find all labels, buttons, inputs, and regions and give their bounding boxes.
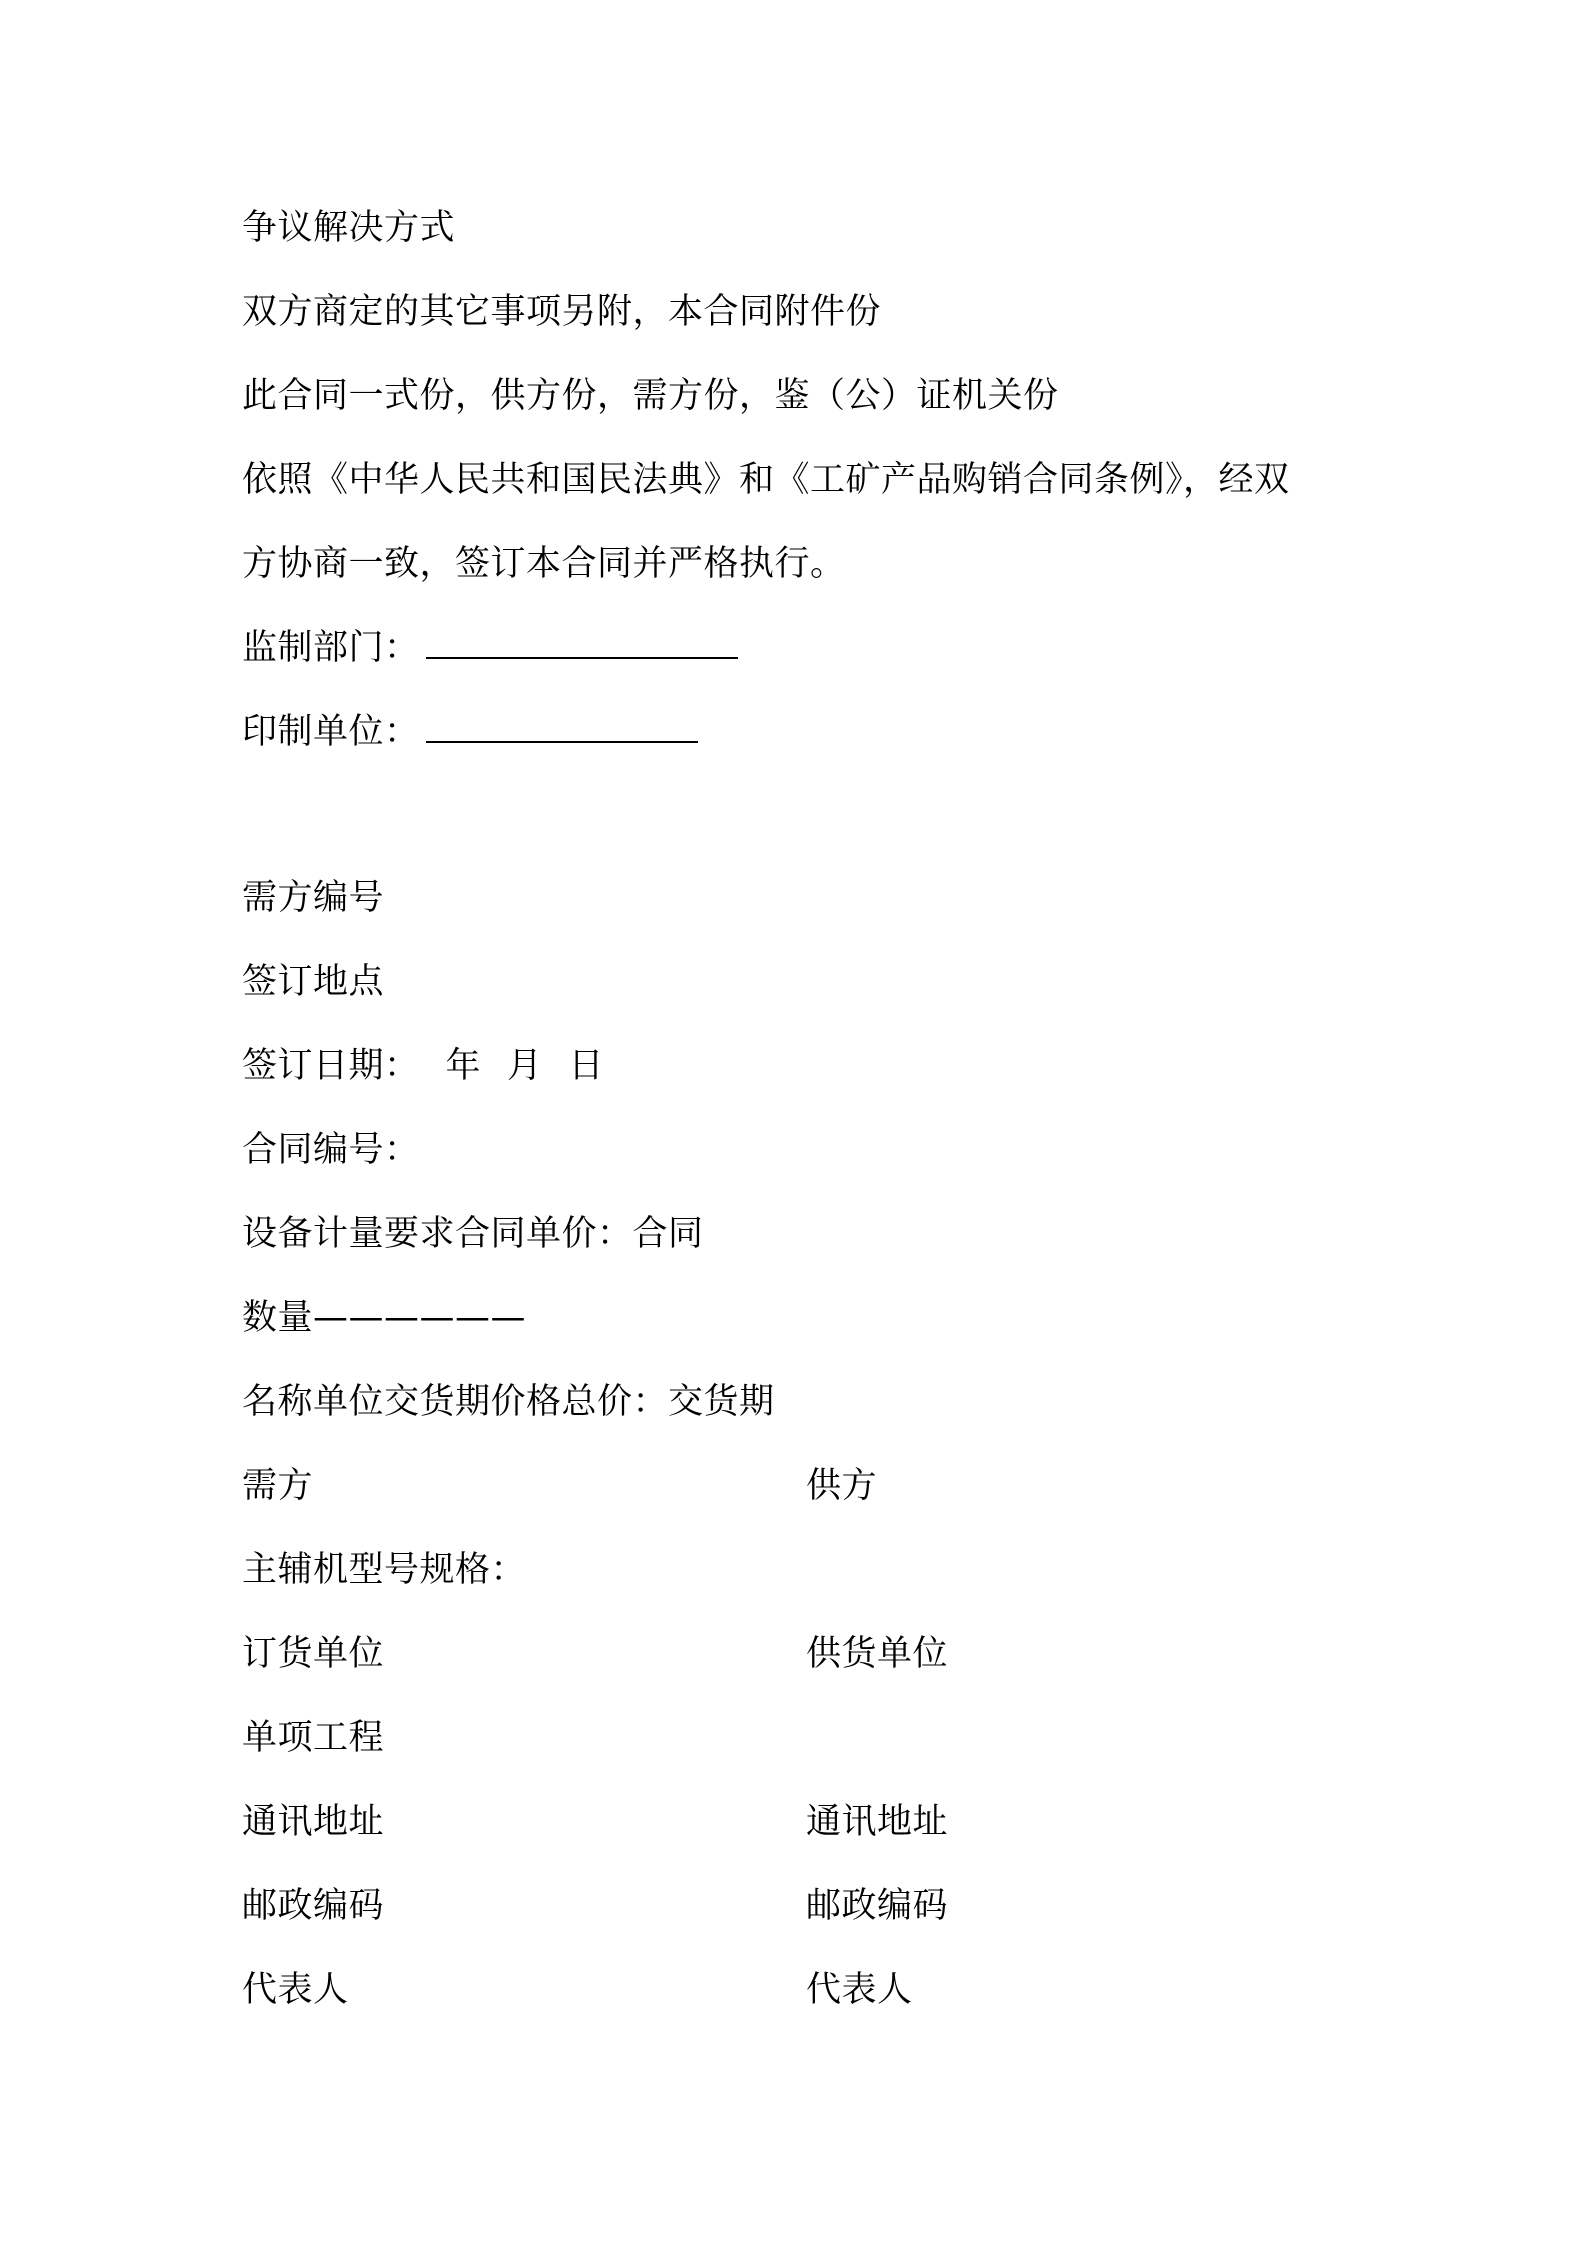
supplier-label: 供方 — [806, 1466, 878, 1506]
dispute-resolution-line: 争议解决方式 — [242, 208, 456, 248]
project-line: 单项工程 — [242, 1718, 385, 1758]
buyer-number-line: 需方编号 — [242, 878, 385, 918]
supplier-postcode-label: 邮政编码 — [806, 1886, 949, 1926]
ordering-unit-label: 订货单位 — [242, 1634, 385, 1674]
supervision-dept-row — [242, 626, 738, 670]
model-spec-line: 主辅机型号规格： — [242, 1550, 527, 1590]
buyer-label: 需方 — [242, 1466, 314, 1506]
sign-date-year: 年 — [445, 1046, 482, 1086]
sign-date-row — [242, 1044, 604, 1088]
name-unit-price-line: 名称单位交货期价格总价：交货期 — [242, 1382, 775, 1422]
buyer-postcode-label: 邮政编码 — [242, 1886, 385, 1926]
sign-date-day: 日 — [568, 1046, 605, 1086]
supplier-address-label: 通讯地址 — [806, 1802, 949, 1842]
legal-basis-line-2: 方协商一致，签订本合同并严格执行。 — [242, 544, 846, 584]
buyer-address-label: 通讯地址 — [242, 1802, 385, 1842]
sign-date-label: 签订日期： — [242, 1046, 420, 1086]
other-matters-line: 双方商定的其它事项另附，本合同附件份 — [242, 292, 882, 332]
supplying-unit-label: 供货单位 — [806, 1634, 949, 1674]
copies-line: 此合同一式份，供方份，需方份，鉴（公）证机关份 — [242, 376, 1059, 416]
quantity-line: 数量—————— — [242, 1298, 527, 1338]
sign-date-month: 月 — [507, 1046, 543, 1086]
printing-unit-blank — [426, 711, 698, 743]
postcode-row — [242, 1884, 949, 1928]
supervision-dept-blank — [426, 627, 738, 659]
legal-basis-line-1: 依照《中华人民共和国民法典》和《工矿产品购销合同条例》，经双 — [242, 460, 1290, 500]
contract-number-line: 合同编号： — [242, 1130, 420, 1170]
printing-unit-row — [242, 710, 698, 754]
printing-unit-label: 印制单位： — [242, 712, 420, 752]
parties-header-row — [242, 1464, 878, 1508]
supplier-representative-label: 代表人 — [806, 1970, 913, 2010]
sign-location-line: 签订地点 — [242, 962, 385, 1002]
buyer-representative-label: 代表人 — [242, 1970, 349, 2010]
supervision-dept-label: 监制部门： — [242, 628, 420, 668]
address-row — [242, 1800, 949, 1844]
equipment-requirement-line: 设备计量要求合同单价：合同 — [242, 1214, 704, 1254]
representative-row — [242, 1968, 913, 2012]
units-row — [242, 1632, 949, 1676]
